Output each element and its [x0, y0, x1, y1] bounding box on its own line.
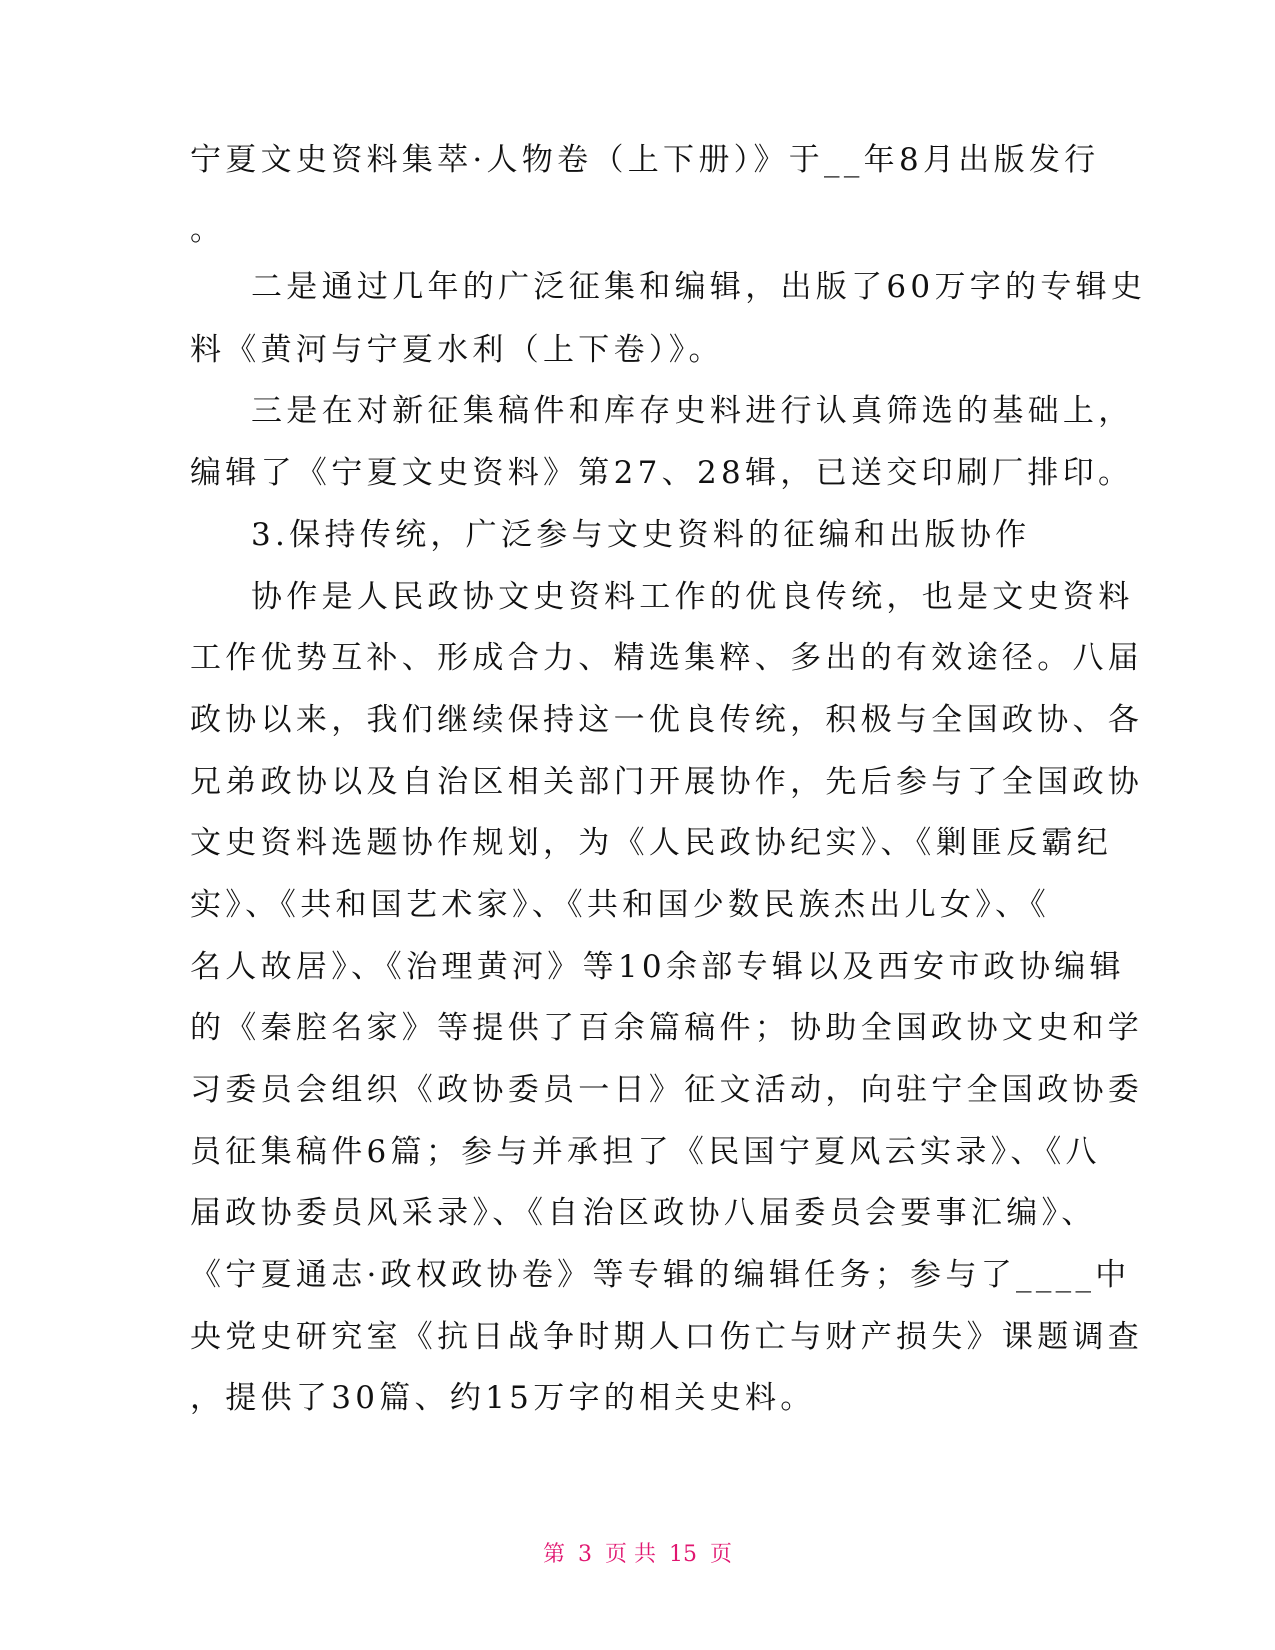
text-line: 政协以来，我们继续保持这一优良传统，积极与全国政协、各 [190, 702, 1144, 738]
text-line: 央党史研究室《抗日战争时期人口伤亡与财产损失》课题调查 [190, 1319, 1144, 1355]
text-line: 员征集稿件6篇；参与并承担了《民国宁夏风云实录》、《八 [190, 1134, 1101, 1170]
text-line: 料《黄河与宁夏水利（上下卷）》。 [190, 332, 724, 368]
text-line: 工作优势互补、形成合力、精选集粹、多出的有效途径。八届 [190, 640, 1144, 676]
text-line: 名人故居》、《治理黄河》等10余部专辑以及西安市政协编辑 [190, 949, 1125, 985]
text-line: 实》、《共和国艺术家》、《共和国少数民族杰出儿女》、《 [190, 887, 1051, 923]
section-heading: 3.保持传统，广泛参与文史资料的征编和出版协作 [251, 517, 1031, 553]
text-line: 习委员会组织《政协委员一日》征文活动，向驻宁全国政协委 [190, 1072, 1144, 1108]
footer-middle: 页 共 [605, 1542, 656, 1567]
footer-prefix: 第 [542, 1542, 565, 1567]
text-line: 《宁夏通志·政权政协卷》等专辑的编辑任务；参与了____中 [190, 1257, 1131, 1293]
footer-suffix: 页 [710, 1542, 733, 1567]
text-line: 编辑了《宁夏文史资料》第27、28辑，已送交印刷厂排印。 [190, 455, 1134, 491]
text-line: 宁夏文史资料集萃·人物卷（上下册）》于__年8月出版发行 [190, 142, 1100, 178]
page-footer [0, 1540, 1275, 1570]
text-line: 。 [190, 212, 226, 248]
paragraph-start-line: 二是通过几年的广泛征集和编辑，出版了60万字的专辑史 [251, 269, 1147, 305]
text-line: 的《秦腔名家》等提供了百余篇稿件；协助全国政协文史和学 [190, 1010, 1144, 1046]
paragraph-start-line: 三是在对新征集稿件和库存史料进行认真筛选的基础上， [251, 393, 1134, 429]
paragraph-start-line: 协作是人民政协文史资料工作的优良传统，也是文史资料 [251, 579, 1134, 615]
total-page-count: 15 [669, 1542, 697, 1567]
current-page-number: 3 [578, 1542, 592, 1567]
text-line: ，提供了30篇、约15万字的相关史料。 [190, 1380, 816, 1416]
text-line: 兄弟政协以及自治区相关部门开展协作，先后参与了全国政协 [190, 764, 1144, 800]
text-line: 届政协委员风采录》、《自治区政协八届委员会要事汇编》、 [190, 1195, 1097, 1231]
text-line: 文史资料选题协作规划，为《人民政协纪实》、《剿匪反霸纪 [190, 825, 1113, 861]
